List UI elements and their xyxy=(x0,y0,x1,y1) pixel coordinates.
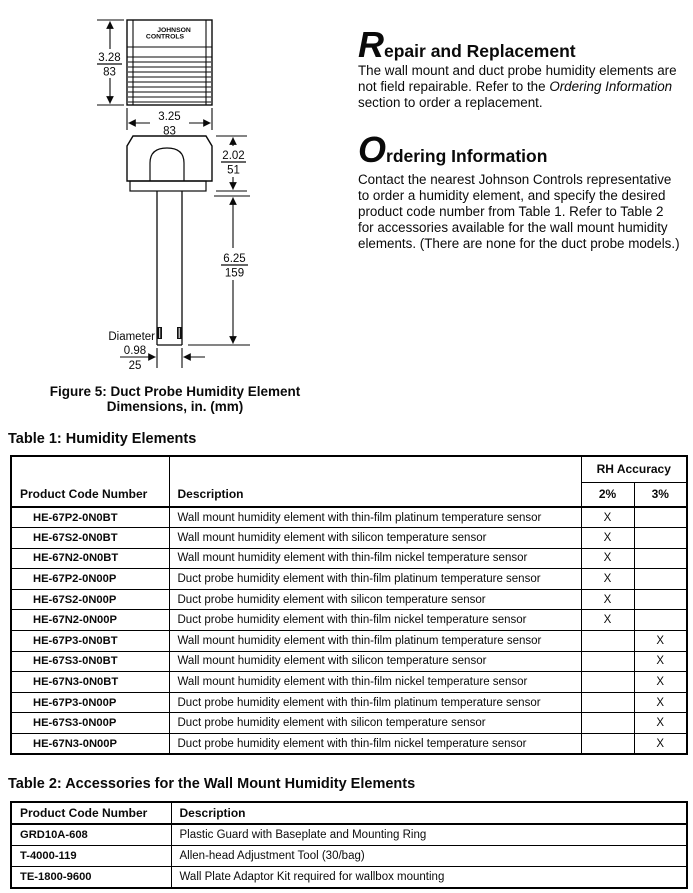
repair-heading xyxy=(358,24,690,65)
description-cell: Duct probe humidity element with thin-film platinum temperature sensor xyxy=(169,569,581,590)
repair-heading-initial: R xyxy=(358,24,383,65)
ordering-line: Contact the nearest Johnson Controls representative xyxy=(358,172,672,187)
table-row xyxy=(11,589,687,610)
accuracy-2-cell xyxy=(581,651,634,672)
table-row xyxy=(11,713,687,734)
repair-heading-rest: epair and Replacement xyxy=(384,41,576,61)
accuracy-2-cell: X xyxy=(581,589,634,610)
table-row xyxy=(11,548,687,569)
repair-line3: section to order a replacement. xyxy=(358,95,543,110)
product-code-cell: HE-67N3-0N0BT xyxy=(11,672,169,693)
accuracy-3-cell xyxy=(634,569,687,590)
dim-probe-in-label: 6.25 xyxy=(223,253,246,265)
dim-cap-in-label: 2.02 xyxy=(222,150,245,162)
table1-title: Table 1: Humidity Elements xyxy=(8,431,197,447)
table-row xyxy=(11,507,687,528)
accuracy-3-cell: X xyxy=(634,734,687,755)
table-row xyxy=(11,692,687,713)
description-cell: Wall mount humidity element with thin-film platinum temperature sensor xyxy=(169,507,581,528)
product-code-cell: HE-67S3-0N00P xyxy=(11,713,169,734)
product-code-header: Product Code Number xyxy=(11,456,169,507)
repair-line2 xyxy=(358,79,690,95)
product-code-cell: GRD10A-608 xyxy=(11,824,171,845)
description-cell: Duct probe humidity element with thin-film nickel temperature sensor xyxy=(169,734,581,755)
product-code-cell: HE-67S2-0N0BT xyxy=(11,528,169,549)
table-row xyxy=(11,734,687,755)
description-header: Description xyxy=(171,802,687,824)
description-cell: Wall Plate Adaptor Kit required for wallbox mounting xyxy=(171,867,687,888)
dim-height-in-label: 3.28 xyxy=(98,52,121,64)
description-cell: Duct probe humidity element with thin-film nickel temperature sensor xyxy=(169,610,581,631)
ordering-line: for accessories available for the wall mount humidity xyxy=(358,220,668,235)
diameter-label: Diameter xyxy=(108,331,155,343)
accuracy-3-cell: X xyxy=(634,631,687,652)
description-cell: Plastic Guard with Baseplate and Mounting Ring xyxy=(171,824,687,845)
table-row xyxy=(11,631,687,652)
ordering-paragraph xyxy=(358,172,690,252)
description-cell: Wall mount humidity element with silicon temperature sensor xyxy=(169,528,581,549)
ordering-line: to order a humidity element, and specify the desired xyxy=(358,188,666,203)
table-row xyxy=(11,610,687,631)
repair-line1: The wall mount and duct probe humidity elements are xyxy=(358,63,677,78)
ordering-heading xyxy=(358,129,690,170)
product-code-header: Product Code Number xyxy=(11,802,171,824)
accuracy-3-cell xyxy=(634,548,687,569)
accuracy-2-cell xyxy=(581,734,634,755)
table2-title: Table 2: Accessories for the Wall Mount Humidity Elements xyxy=(8,776,416,792)
repair-line2-start: not field repairable. Refer to the xyxy=(358,79,550,94)
figure-caption-line2: Dimensions, in. (mm) xyxy=(106,399,244,414)
accuracy-3-cell: X xyxy=(634,651,687,672)
product-code-cell: HE-67P2-0N00P xyxy=(11,569,169,590)
table-row xyxy=(11,845,687,866)
accuracy-3-cell: X xyxy=(634,713,687,734)
accessories-table xyxy=(10,801,688,889)
accuracy-2-cell xyxy=(581,672,634,693)
product-code-cell: HE-67S2-0N00P xyxy=(11,589,169,610)
product-code-cell: HE-67N2-0N00P xyxy=(11,610,169,631)
product-code-cell: HE-67P3-0N00P xyxy=(11,692,169,713)
humidity-elements-table xyxy=(10,455,688,755)
accuracy-3-cell xyxy=(634,610,687,631)
accuracy-3-cell xyxy=(634,528,687,549)
accuracy-2-header: 2% xyxy=(581,482,634,507)
accuracy-3-cell: X xyxy=(634,672,687,693)
dim-dia-in-label: 0.98 xyxy=(123,345,147,357)
description-cell: Duct probe humidity element with thin-film platinum temperature sensor xyxy=(169,692,581,713)
dim-width-in-label: 3.25 xyxy=(158,111,181,123)
accuracy-2-cell xyxy=(581,692,634,713)
description-cell: Allen-head Adjustment Tool (30/bag) xyxy=(171,845,687,866)
accuracy-3-cell xyxy=(634,507,687,528)
accuracy-2-cell xyxy=(581,713,634,734)
description-header: Description xyxy=(169,456,581,507)
table-row xyxy=(11,569,687,590)
table-row xyxy=(11,867,687,888)
duct-probe-figure xyxy=(0,0,360,375)
description-cell: Wall mount humidity element with thin-film platinum temperature sensor xyxy=(169,631,581,652)
accuracy-2-cell: X xyxy=(581,548,634,569)
repair-section xyxy=(358,24,690,65)
accuracy-3-header: 3% xyxy=(634,482,687,507)
description-cell: Duct probe humidity element with silicon temperature sensor xyxy=(169,589,581,610)
dim-height-mm-label: 83 xyxy=(103,66,116,79)
product-code-cell: TE-1800-9600 xyxy=(11,867,171,888)
product-code-cell: HE-67S3-0N0BT xyxy=(11,651,169,672)
rh-accuracy-header: RH Accuracy xyxy=(581,456,687,482)
accuracy-2-cell: X xyxy=(581,610,634,631)
description-cell: Duct probe humidity element with silicon temperature sensor xyxy=(169,713,581,734)
accuracy-2-cell: X xyxy=(581,507,634,528)
table-row xyxy=(11,824,687,845)
figure-caption-line1: Figure 5: Duct Probe Humidity Element xyxy=(49,384,301,399)
controls-logo-text: CONTROLS xyxy=(145,33,185,41)
table-row xyxy=(11,651,687,672)
table1-header-row1 xyxy=(11,456,687,482)
table-row xyxy=(11,672,687,693)
accuracy-2-cell xyxy=(581,631,634,652)
description-cell: Wall mount humidity element with thin-film nickel temperature sensor xyxy=(169,672,581,693)
figure-caption xyxy=(40,384,310,414)
accuracy-3-cell: X xyxy=(634,692,687,713)
ordering-line: product code number from Table 1. Refer to Table 2 xyxy=(358,204,664,219)
accuracy-3-cell xyxy=(634,589,687,610)
ordering-heading-initial: O xyxy=(358,129,386,170)
dim-cap-mm-label: 51 xyxy=(227,164,240,177)
ordering-heading-rest: rdering Information xyxy=(386,146,548,166)
accuracy-2-cell: X xyxy=(581,569,634,590)
ordering-line: elements. (There are none for the duct probe models.) xyxy=(358,236,680,251)
description-cell: Wall mount humidity element with thin-film nickel temperature sensor xyxy=(169,548,581,569)
dim-dia-mm-label: 25 xyxy=(128,360,142,372)
dim-probe-mm-label: 159 xyxy=(224,267,245,280)
repair-paragraph xyxy=(358,63,690,111)
product-code-cell: HE-67P3-0N0BT xyxy=(11,631,169,652)
accuracy-2-cell: X xyxy=(581,528,634,549)
product-code-cell: HE-67N2-0N0BT xyxy=(11,548,169,569)
product-code-cell: HE-67P2-0N0BT xyxy=(11,507,169,528)
dim-width-mm-label: 83 xyxy=(163,125,176,138)
ordering-section xyxy=(358,129,690,170)
description-cell: Wall mount humidity element with silicon temperature sensor xyxy=(169,651,581,672)
product-code-cell: T-4000-119 xyxy=(11,845,171,866)
product-code-cell: HE-67N3-0N00P xyxy=(11,734,169,755)
repair-line2-italic: Ordering Information xyxy=(549,79,673,94)
johnson-logo-text: JOHNSON xyxy=(157,27,191,34)
table-row xyxy=(11,528,687,549)
table2-header-row xyxy=(11,802,687,824)
